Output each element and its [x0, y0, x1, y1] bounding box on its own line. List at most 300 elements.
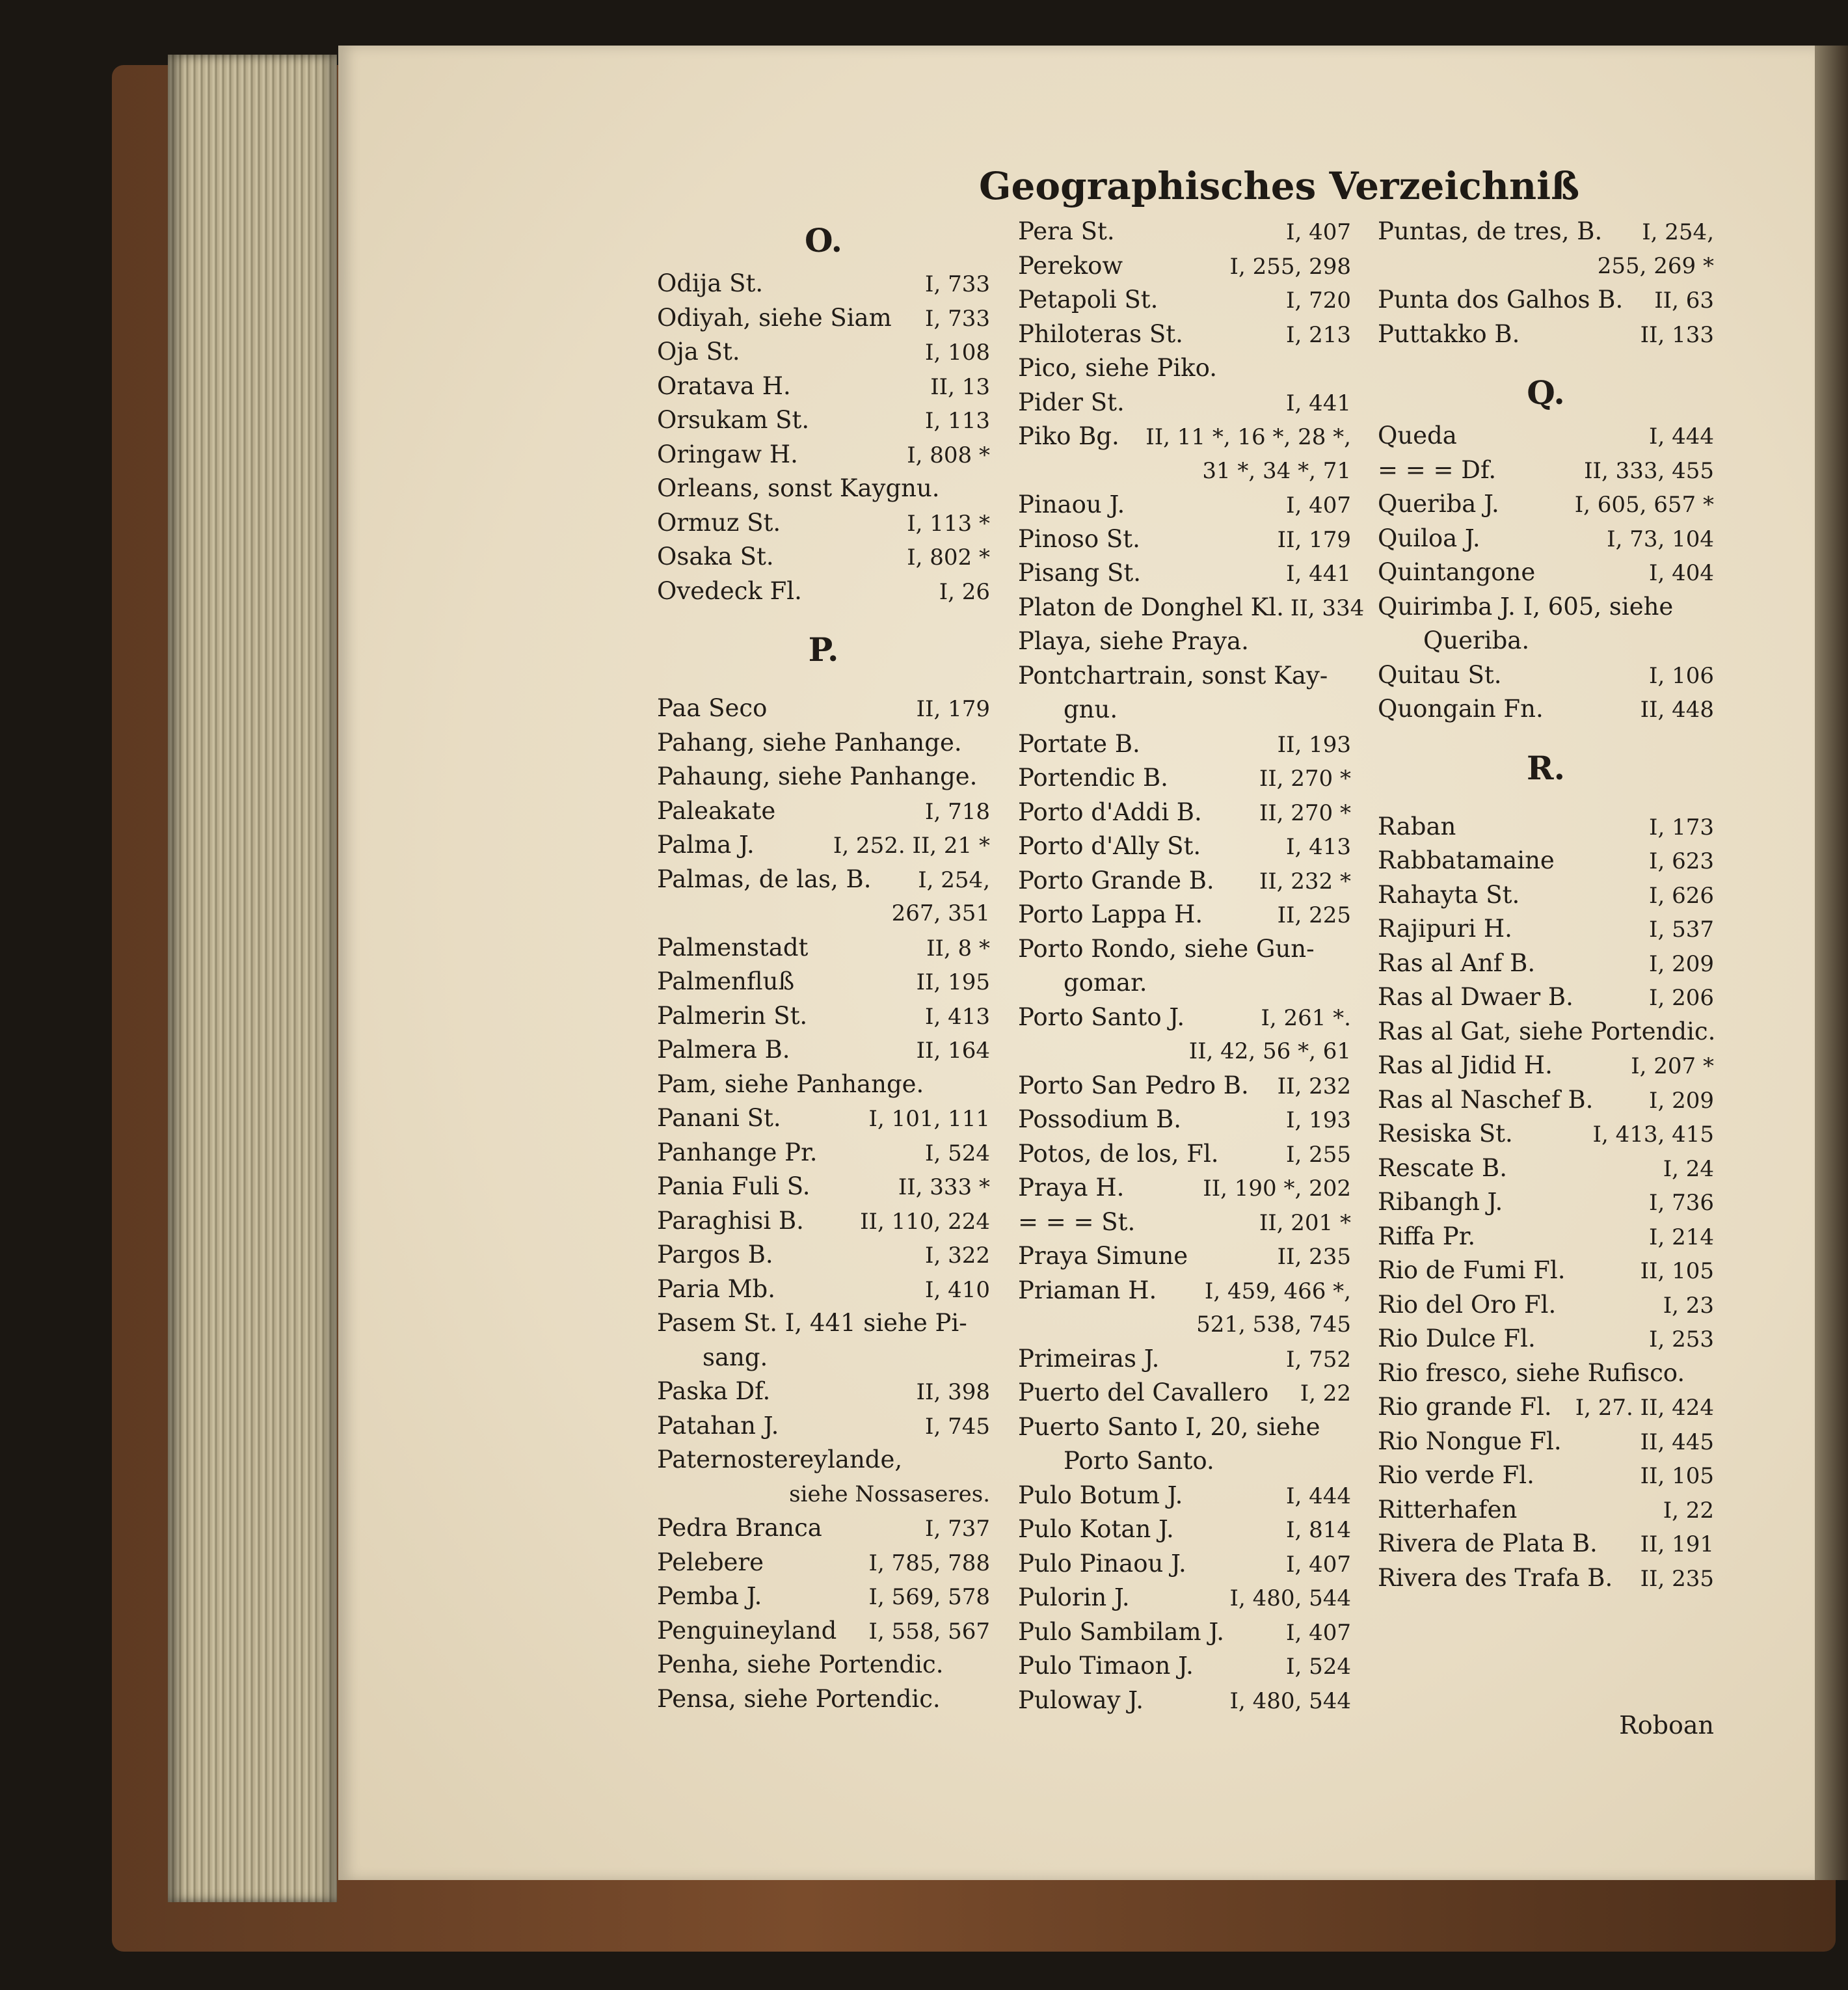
entry-pages: I, 108 [925, 340, 990, 366]
entry-pages: I, 255 [1286, 1141, 1351, 1168]
entry-pages: I, 26 [939, 578, 990, 605]
index-entry [1018, 215, 1351, 249]
entry-name: Rio Dulce Fl. [1378, 1324, 1536, 1352]
entry-name: Paleakate [657, 796, 776, 825]
index-entry [657, 1272, 990, 1307]
index-entry [657, 1068, 990, 1102]
entry-name: Ormuz St. [657, 508, 781, 537]
index-entry [657, 574, 990, 609]
index-entry [1018, 283, 1351, 317]
index-entry [657, 1546, 990, 1580]
entry-pages: I, 404 [1649, 560, 1714, 586]
entry-name: Portate B. [1018, 729, 1140, 758]
index-entry [1018, 864, 1351, 898]
entry-name: Pargos B. [657, 1241, 773, 1269]
entry-name: Punta dos Galhos B. [1378, 286, 1624, 314]
section-letter: Q. [1527, 373, 1565, 412]
entry-name: Odija St. [657, 269, 764, 297]
entry-name: Rio Nongue Fl. [1378, 1427, 1562, 1455]
entry-name: Pontchartrain, sonst Kay- [1018, 661, 1328, 690]
entry-pages: I, 605, 657 * [1574, 492, 1714, 518]
entry-name: Ras al Dwaer B. [1378, 983, 1573, 1011]
index-entry [1378, 1390, 1714, 1425]
entry-name: Pam, siehe Panhange. [657, 1069, 924, 1098]
index-entry [1018, 1274, 1351, 1308]
index-entry [1018, 1001, 1351, 1035]
index-entry [1018, 1171, 1351, 1205]
entry-name: Oratava H. [657, 371, 791, 400]
entry-name: Porto Santo J. [1018, 1002, 1185, 1031]
index-entry [1378, 1527, 1714, 1561]
entry-name: Palma J. [657, 831, 755, 859]
index-entry [1018, 420, 1351, 454]
index-entry [1018, 932, 1351, 967]
entry-name: Pico, siehe Piko. [1018, 354, 1217, 382]
index-entry [1378, 556, 1714, 590]
entry-pages: I, 413 [1286, 834, 1351, 860]
index-entry [1018, 1649, 1351, 1684]
index-entry [657, 403, 990, 438]
entry-pages: I, 173 [1649, 814, 1714, 840]
entry-pages: I, 407 [1286, 219, 1351, 245]
entry-name: Ras al Naschef B. [1378, 1085, 1594, 1114]
index-entry [1378, 1151, 1714, 1186]
entry-pages: II, 333 * [898, 1174, 990, 1200]
entry-name: Riffa Pr. [1378, 1222, 1476, 1250]
entry-pages: II, 164 [916, 1038, 990, 1064]
index-entry [1018, 1342, 1351, 1377]
entry-name: Rivera de Plata B. [1378, 1529, 1598, 1557]
entry-name: Odiyah, siehe Siam [657, 303, 892, 332]
entry-pages: I, 407 [1286, 1551, 1351, 1578]
index-entry [1378, 1459, 1714, 1493]
entry-name: Petapoli St. [1018, 286, 1158, 314]
index-entry [1018, 1239, 1351, 1274]
entry-continuation [1018, 1034, 1351, 1069]
entry-pages: I, 209 [1649, 950, 1714, 977]
entry-name: Queriba J. [1378, 490, 1499, 518]
index-entry [1018, 1479, 1351, 1513]
entry-name: Quiloa J. [1378, 524, 1480, 552]
entry-pages: I, 410 [925, 1276, 990, 1303]
entry-pages: I, 718 [925, 798, 990, 825]
entry-pages: I, 254, [1642, 219, 1714, 245]
section-letter: R. [1527, 748, 1565, 787]
entry-pages: II, 232 [1277, 1073, 1351, 1099]
index-entry [1018, 317, 1351, 352]
entry-name: Pulo Botum J. [1018, 1481, 1183, 1509]
entry-name: Paria Mb. [657, 1274, 775, 1303]
entry-name: Quirimba J. I, 605, siehe [1378, 592, 1674, 621]
index-entry [1018, 1410, 1351, 1445]
entry-name: Ras al Jidid H. [1378, 1051, 1553, 1079]
entry-pages: I, 524 [925, 1140, 990, 1166]
entry-pages: II, 11 *, 16 *, 28 *, [1145, 424, 1351, 450]
entry-name: Pahaung, siehe Panhange. [657, 762, 978, 790]
index-entry [1018, 556, 1351, 591]
index-entry [657, 267, 990, 301]
catchword: Roboan [1619, 1711, 1714, 1740]
entry-pages: II, 445 [1640, 1429, 1714, 1455]
entry-name: Raban [1378, 812, 1456, 840]
entry-name: = = = St. [1018, 1207, 1136, 1236]
index-entry [657, 370, 990, 404]
entry-name: Palmerin St. [657, 1001, 808, 1030]
entry-name: Quintangone [1378, 558, 1536, 586]
entry-name: Primeiras J. [1018, 1344, 1160, 1373]
index-entry [657, 1204, 990, 1239]
entry-pages: I, 524 [1286, 1654, 1351, 1680]
index-entry [1378, 1049, 1714, 1083]
entry-pages: II, 232 * [1259, 868, 1351, 894]
index-entry [1378, 692, 1714, 727]
entry-pages: I, 814 [1286, 1517, 1351, 1543]
entry-pages: I, 214 [1649, 1224, 1714, 1250]
entry-pages: II, 42, 56 *, 61 [1188, 1038, 1351, 1064]
index-entry [657, 301, 990, 336]
entry-pages: II, 193 [1277, 731, 1351, 758]
entry-pages: 255, 269 * [1597, 252, 1714, 279]
index-entry [1018, 829, 1351, 864]
entry-name: gnu. [1064, 695, 1118, 723]
entry-continuation [1018, 1444, 1351, 1479]
index-entry [657, 999, 990, 1034]
entry-pages: I, 207 * [1631, 1053, 1714, 1079]
entry-pages: II, 201 * [1259, 1209, 1351, 1236]
entry-continuation [657, 896, 990, 931]
entry-name: Rabbatamaine [1378, 846, 1555, 874]
entry-pages: I, 261 *. [1261, 1004, 1351, 1031]
entry-pages: II, 398 [916, 1379, 990, 1405]
entry-name: Panani St. [657, 1104, 781, 1132]
index-entry [1378, 487, 1714, 522]
page-header: Geographisches Verzeichniß [979, 164, 1580, 208]
index-entry [1378, 215, 1714, 249]
entry-pages: I, 213 [1286, 321, 1351, 348]
entry-pages: I, 558, 567 [868, 1618, 990, 1645]
entry-name: Pinaou J. [1018, 491, 1125, 518]
index-entry [1018, 488, 1351, 522]
index-entry [1018, 659, 1351, 693]
entry-pages: I, 101, 111 [868, 1106, 990, 1132]
entry-name: Pulorin J. [1018, 1583, 1130, 1611]
entry-pages: I, 480, 544 [1229, 1687, 1351, 1714]
entry-continuation [657, 1477, 990, 1512]
entry-pages: 31 *, 34 *, 71 [1202, 457, 1351, 484]
index-entry [1378, 419, 1714, 453]
entry-pages: I, 22 [1663, 1497, 1714, 1524]
entry-name: Osaka St. [657, 543, 774, 571]
index-entry [1378, 912, 1714, 947]
entry-name: Perekow [1018, 251, 1123, 280]
entry-name: Quongain Fn. [1378, 695, 1544, 723]
index-entry [657, 540, 990, 574]
index-entry [1378, 1015, 1714, 1049]
entry-pages: I, 206 [1649, 985, 1714, 1011]
entry-pages: I, 113 [925, 408, 990, 434]
entry-continuation [1018, 454, 1351, 489]
index-entry [1018, 898, 1351, 932]
index-column-3 [1378, 215, 1714, 1595]
entry-name: sang. [703, 1343, 768, 1371]
entry-name: Rio del Oro Fl. [1378, 1290, 1557, 1319]
index-entry [1018, 796, 1351, 830]
entry-pages: I, 413 [925, 1003, 990, 1030]
entry-name: Pedra Branca [657, 1514, 822, 1542]
entry-name: Paraghisi B. [657, 1206, 804, 1235]
entry-pages: I, 736 [1649, 1190, 1714, 1216]
index-entry [657, 1511, 990, 1546]
index-entry [1378, 1493, 1714, 1527]
index-entry [1018, 1615, 1351, 1650]
entry-pages: I, 480, 544 [1229, 1585, 1351, 1611]
entry-pages: II, 225 [1277, 902, 1351, 928]
entry-name: Pider St. [1018, 388, 1125, 416]
entry-name: Porto d'Ally St. [1018, 832, 1201, 860]
entry-name: Resiska St. [1378, 1120, 1513, 1148]
entry-name: Palmera B. [657, 1036, 790, 1064]
entry-pages: I, 209 [1649, 1087, 1714, 1114]
index-entry [657, 472, 990, 506]
entry-name: Porto Grande B. [1018, 866, 1214, 894]
entry-name: Pulo Sambilam J. [1018, 1617, 1225, 1646]
index-entry [1378, 1288, 1714, 1323]
index-entry [657, 726, 990, 760]
entry-pages: I, 626 [1649, 882, 1714, 909]
entry-continuation [1018, 1308, 1351, 1342]
entry-pages: I, 106 [1649, 662, 1714, 689]
entry-name: Queda [1378, 422, 1457, 450]
entry-name: Pera St. [1018, 217, 1115, 245]
entry-name: Porto Santo. [1064, 1447, 1214, 1475]
index-entry [1378, 283, 1714, 317]
entry-pages: I, 720 [1286, 288, 1351, 314]
index-entry [1018, 249, 1351, 284]
entry-name: Orleans, sonst Kaygnu. [657, 474, 940, 502]
index-entry [1018, 1103, 1351, 1137]
entry-pages: II, 270 * [1259, 766, 1351, 792]
index-entry [1378, 1356, 1714, 1391]
entry-name: Rio de Fumi Fl. [1378, 1256, 1566, 1284]
index-entry [1018, 1069, 1351, 1103]
entry-pages: I, 733 [925, 271, 990, 297]
entry-pages: I, 24 [1663, 1155, 1714, 1182]
entry-pages: I, 407 [1286, 492, 1351, 518]
index-entry [1378, 947, 1714, 981]
index-entry [1018, 1581, 1351, 1615]
entry-name: Panhange Pr. [657, 1138, 818, 1166]
index-entry [1018, 1205, 1351, 1240]
section-gap [657, 608, 990, 624]
entry-pages: I, 23 [1663, 1292, 1714, 1319]
index-entry [1018, 351, 1351, 386]
entry-name: Pulo Kotan J. [1018, 1515, 1174, 1543]
section-gap [657, 676, 990, 692]
entry-pages: II, 110, 224 [860, 1208, 990, 1235]
entry-name: Palmas, de las, B. [657, 865, 872, 893]
entry-name: gomar. [1064, 969, 1147, 997]
entry-pages: II, 235 [1277, 1244, 1351, 1270]
index-entry [657, 794, 990, 829]
entry-name: Rajipuri H. [1378, 915, 1512, 943]
entry-name: Paska Df. [657, 1377, 771, 1405]
entry-name: Ras al Gat, siehe Portendic. [1378, 1017, 1716, 1045]
index-entry [1018, 727, 1351, 762]
entry-pages: I, 459, 466 *, [1204, 1278, 1351, 1304]
index-entry [657, 1614, 990, 1648]
facing-page-edge [1815, 46, 1848, 1880]
entry-name: Pulo Timaon J. [1018, 1652, 1194, 1680]
entry-name: Praya Simune [1018, 1242, 1188, 1270]
entry-name: Porto d'Addi B. [1018, 798, 1202, 826]
index-entry [1378, 658, 1714, 693]
entry-name: Platon de Donghel Kl. [1018, 593, 1284, 621]
entry-name: = = = Df. [1378, 455, 1497, 484]
entry-pages: I, 569, 578 [868, 1584, 990, 1610]
index-entry [1378, 1425, 1714, 1459]
entry-pages: I, 113 * [907, 510, 990, 537]
index-entry [657, 1648, 990, 1682]
entry-pages: II, 105 [1640, 1463, 1714, 1489]
index-entry [657, 1238, 990, 1272]
index-entry [1378, 590, 1714, 625]
entry-pages: II, 63 [1654, 288, 1714, 314]
entry-pages: II, 13 [930, 373, 990, 400]
index-entry [1378, 878, 1714, 913]
section-gap [1378, 727, 1714, 742]
entry-pages: I, 623 [1649, 848, 1714, 874]
entry-pages: II, 333, 455 [1584, 457, 1714, 484]
entry-pages: 267, 351 [891, 900, 990, 926]
entry-name: Playa, siehe Praya. [1018, 627, 1249, 655]
entry-pages: I, 253 [1649, 1326, 1714, 1352]
entry-name: Rivera des Trafa B. [1378, 1563, 1613, 1592]
entry-pages: I, 802 * [907, 545, 990, 571]
entry-name: Paa Seco [657, 694, 768, 722]
entry-pages: I, 255, 298 [1229, 253, 1351, 280]
entry-pages: I, 444 [1286, 1483, 1351, 1509]
entry-pages: I, 444 [1649, 424, 1714, 450]
entry-name: Porto San Pedro B. [1018, 1071, 1249, 1099]
index-entry [1378, 1220, 1714, 1254]
entry-name: Porto Lappa H. [1018, 900, 1203, 928]
entry-name: Paternostereylande, [657, 1445, 903, 1473]
index-entry [1378, 522, 1714, 556]
index-entry [1018, 386, 1351, 420]
entry-name: Puntas, de tres, B. [1378, 217, 1603, 245]
entry-name: Palmenfluß [657, 967, 795, 995]
index-entry [1378, 1561, 1714, 1596]
entry-pages: I, 785, 788 [868, 1550, 990, 1576]
entry-pages: I, 193 [1286, 1107, 1351, 1133]
entry-pages: I, 441 [1286, 390, 1351, 416]
index-entry [1018, 1684, 1351, 1718]
entry-name: Ras al Anf B. [1378, 948, 1536, 977]
index-entry [1018, 1137, 1351, 1172]
entry-pages: II, 190 *, 202 [1203, 1176, 1351, 1202]
entry-name: Ritterhafen [1378, 1495, 1518, 1524]
entry-name: Pasem St. I, 441 siehe Pi- [657, 1309, 967, 1337]
index-entry [1378, 317, 1714, 352]
entry-pages: I, 808 * [907, 442, 990, 468]
entry-pages: II, 179 [916, 696, 990, 722]
entry-name: Pensa, siehe Portendic. [657, 1684, 941, 1713]
entry-name: Puerto Santo I, 20, siehe [1018, 1412, 1320, 1441]
index-entry [657, 828, 990, 863]
index-entry [657, 863, 990, 897]
entry-pages: I, 407 [1286, 1619, 1351, 1646]
index-entry [1378, 1083, 1714, 1118]
index-entry [657, 760, 990, 794]
entry-pages: I, 745 [925, 1413, 990, 1440]
entry-name: Potos, de los, Fl. [1018, 1139, 1219, 1168]
entry-pages: I, 752 [1286, 1346, 1351, 1373]
index-entry [1378, 1117, 1714, 1151]
entry-name: Pahang, siehe Panhange. [657, 728, 962, 757]
entry-pages: I, 254, [918, 867, 990, 893]
section-letter: O. [804, 221, 843, 260]
entry-name: Patahan J. [657, 1411, 779, 1440]
index-entry [657, 506, 990, 541]
entry-name: Philoteras St. [1018, 319, 1183, 348]
entry-name: Puttakko B. [1378, 319, 1520, 348]
index-entry [1018, 1376, 1351, 1410]
entry-continuation [657, 1341, 990, 1375]
entry-pages: I, 441 [1286, 561, 1351, 587]
index-entry [657, 1101, 990, 1136]
entry-pages: II, 448 [1640, 697, 1714, 723]
entry-name: Ribangh J. [1378, 1188, 1503, 1216]
index-entry [1018, 1547, 1351, 1581]
index-entry [657, 1136, 990, 1170]
entry-name: Portendic B. [1018, 764, 1168, 792]
entry-name: Rio grande Fl. [1378, 1393, 1552, 1421]
entry-pages: II, 235 [1640, 1565, 1714, 1592]
entry-pages: I, 733 [925, 305, 990, 332]
entry-pages: II, 270 * [1259, 800, 1351, 826]
entry-name: Palmenstadt [657, 933, 809, 961]
entry-name: Rahayta St. [1378, 880, 1520, 909]
entry-pages: II, 195 [916, 969, 990, 995]
index-entry [657, 1375, 990, 1409]
index-entry [657, 438, 990, 472]
entry-continuation [1378, 624, 1714, 658]
entry-continuation [1378, 249, 1714, 284]
index-column-2 [1018, 215, 1365, 1717]
entry-pages: I, 27. II, 424 [1575, 1395, 1714, 1421]
index-entry [657, 931, 990, 965]
entry-pages: siehe Nossaseres. [789, 1481, 990, 1507]
index-entry [1378, 844, 1714, 878]
entry-pages: I, 73, 104 [1607, 526, 1714, 552]
entry-pages: II, 191 [1640, 1531, 1714, 1557]
entry-name: Priaman H. [1018, 1276, 1157, 1304]
index-entry [1378, 1322, 1714, 1356]
index-entry [657, 335, 990, 370]
entry-name: Rio fresco, siehe Rufisco. [1378, 1358, 1685, 1387]
section-gap [1378, 351, 1714, 367]
entry-pages: II, 133 [1640, 321, 1714, 348]
index-entry [1018, 522, 1351, 557]
entry-name: Queriba. [1423, 626, 1530, 654]
entry-name: Pinoso St. [1018, 524, 1140, 553]
entry-name: Quitau St. [1378, 660, 1502, 689]
index-entry [657, 1306, 990, 1341]
entry-pages: I, 737 [925, 1516, 990, 1542]
entry-pages: 521, 538, 745 [1196, 1311, 1351, 1338]
entry-pages: II, 334 [1290, 595, 1365, 621]
index-entry [657, 1409, 990, 1444]
